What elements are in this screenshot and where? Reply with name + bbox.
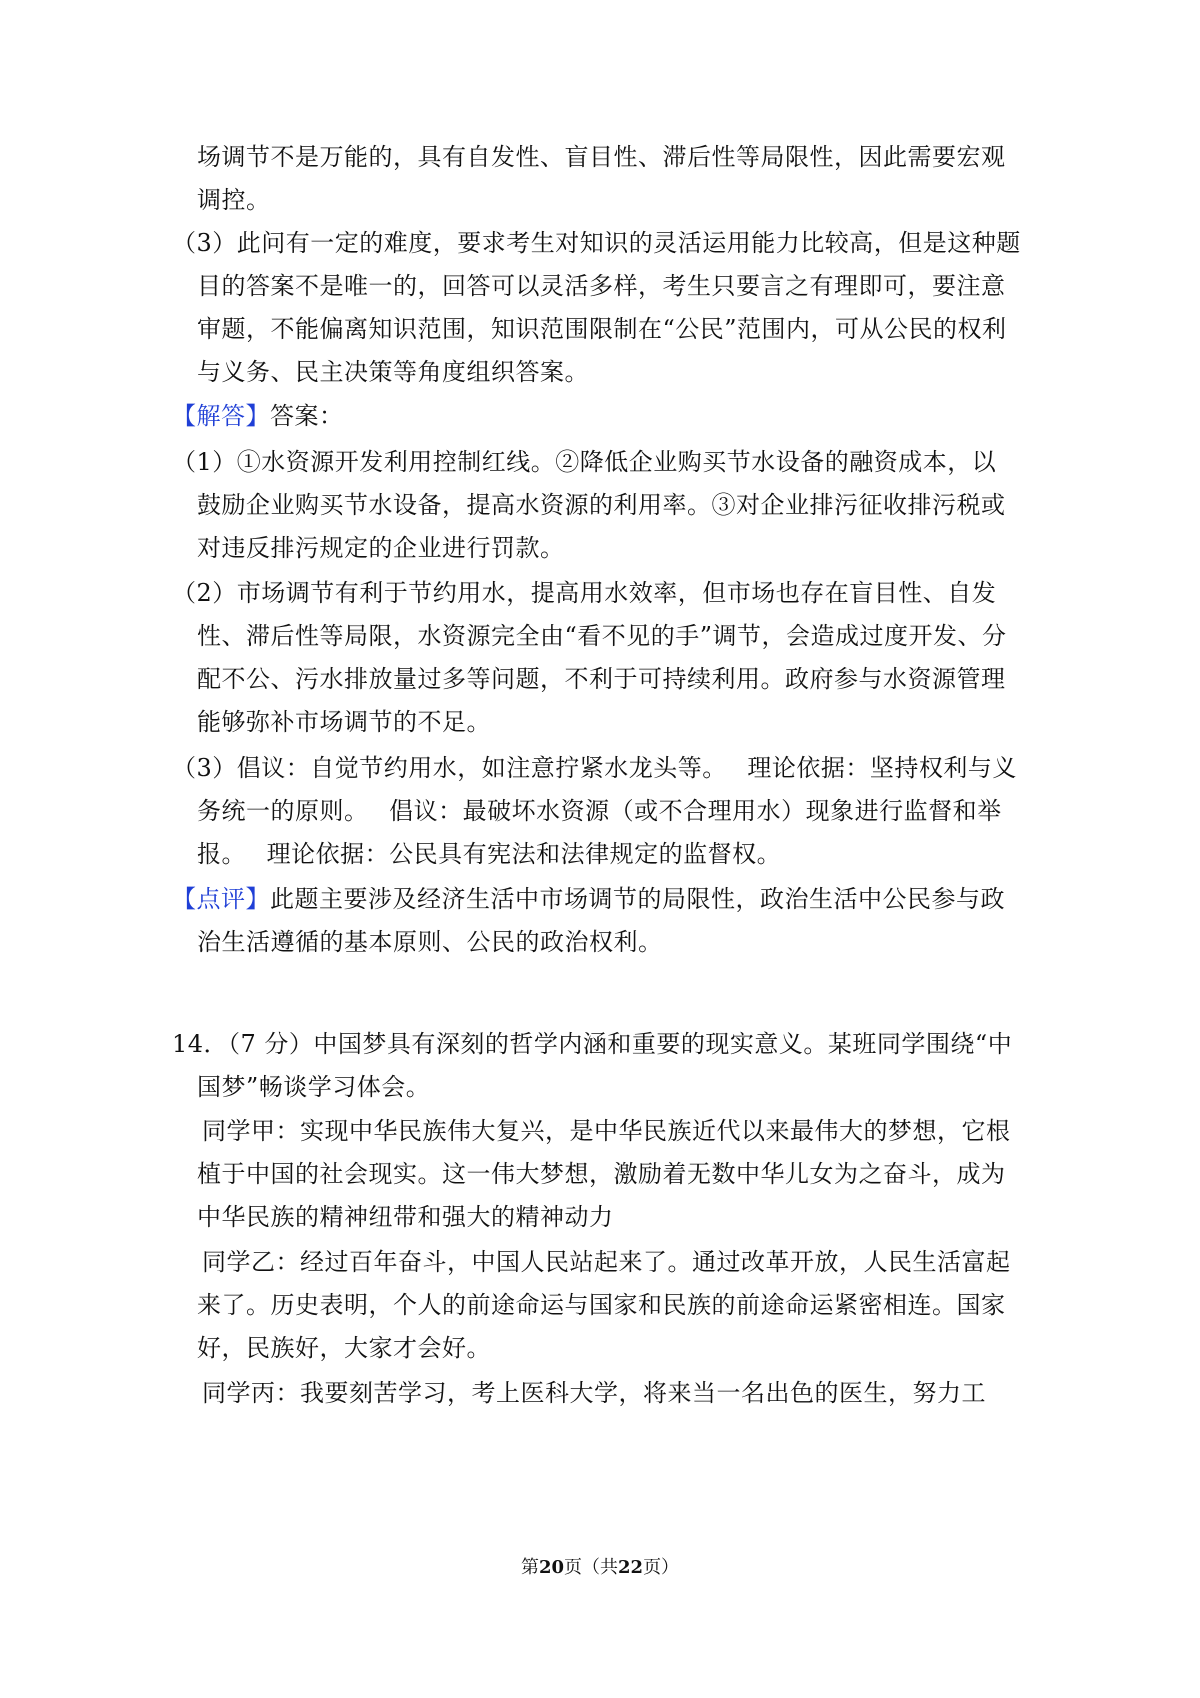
student-b-line: 同学乙：经过百年奋斗，中国人民站起来了。通过改革开放，人民生活富起 — [202, 1248, 1011, 1276]
answer-line: 配不公、污水排放量过多等问题，不利于可持续利用。政府参与水资源管理 — [197, 665, 1006, 693]
student-b-line: 好，民族好，大家才会好。 — [197, 1334, 491, 1362]
footer-middle: 页（共 — [564, 1557, 618, 1578]
student-c-line: 同学丙：我要刻苦学习，考上医科大学，将来当一名出色的医生，努力工 — [202, 1379, 986, 1407]
answer-label: 答案： — [270, 402, 344, 430]
comment-line — [172, 883, 1005, 915]
question-stem: 国梦”畅谈学习体会。 — [197, 1073, 431, 1101]
student-a-line: 同学甲：实现中华民族伟大复兴，是中华民族近代以来最伟大的梦想，它根 — [202, 1117, 1011, 1145]
analysis-line: （3）此问有一定的难度，要求考生对知识的灵活运用能力比较高，但是这种题 — [172, 229, 1021, 257]
question-stem: 14．（7 分）中国梦具有深刻的哲学内涵和重要的现实意义。某班同学围绕“中 — [172, 1030, 1013, 1058]
answer-line: 鼓励企业购买节水设备，提高水资源的利用率。③对企业排污征收排污税或 — [197, 491, 1006, 519]
answer-heading — [172, 400, 344, 432]
answer-line: 务统一的原则。 倡议：最破坏水资源（或不合理用水）现象进行监督和举 — [197, 797, 1002, 825]
footer-prefix: 第 — [520, 1557, 539, 1578]
analysis-line: 审题，不能偏离知识范围，知识范围限制在“公民”范围内，可从公民的权利 — [197, 315, 1007, 343]
answer-line: （1）①水资源开发利用控制红线。②降低企业购买节水设备的融资成本，以 — [172, 448, 997, 476]
analysis-line: 目的答案不是唯一的，回答可以灵活多样，考生只要言之有理即可，要注意 — [197, 272, 1006, 300]
footer-page-number: 20 — [538, 1557, 564, 1578]
student-a-line: 植于中国的社会现实。这一伟大梦想，激励着无数中华儿女为之奋斗，成为 — [197, 1160, 1006, 1188]
answer-tag: 【解答】 — [172, 402, 270, 430]
answer-line: 能够弥补市场调节的不足。 — [197, 708, 491, 736]
analysis-line: 场调节不是万能的，具有自发性、盲目性、滞后性等局限性，因此需要宏观 — [197, 143, 1006, 171]
answer-line: （3）倡议：自觉节约用水，如注意拧紧水龙头等。 理论依据：坚持权利与义 — [172, 754, 1017, 782]
answer-line: 性、滞后性等局限，水资源完全由“看不见的手”调节，会造成过度开发、分 — [197, 622, 1007, 650]
answer-line: 对违反排污规定的企业进行罚款。 — [197, 534, 565, 562]
footer-total-pages: 22 — [618, 1557, 644, 1578]
answer-line: 报。 理论依据：公民具有宪法和法律规定的监督权。 — [197, 840, 782, 868]
footer-suffix: 页） — [643, 1557, 680, 1578]
analysis-line: 调控。 — [197, 186, 271, 214]
student-a-line: 中华民族的精神纽带和强大的精神动力 — [197, 1203, 614, 1231]
page-footer — [0, 1556, 1200, 1580]
answer-line: （2）市场调节有利于节约用水，提高用水效率，但市场也存在盲目性、自发 — [172, 579, 997, 607]
comment-line: 治生活遵循的基本原则、公民的政治权利。 — [197, 928, 663, 956]
student-b-line: 来了。历史表明，个人的前途命运与国家和民族的前途命运紧密相连。国家 — [197, 1291, 1006, 1319]
comment-tag: 【点评】 — [172, 885, 270, 913]
analysis-line: 与义务、民主决策等角度组织答案。 — [197, 358, 589, 386]
comment-text: 此题主要涉及经济生活中市场调节的局限性，政治生活中公民参与政 — [270, 885, 1005, 913]
